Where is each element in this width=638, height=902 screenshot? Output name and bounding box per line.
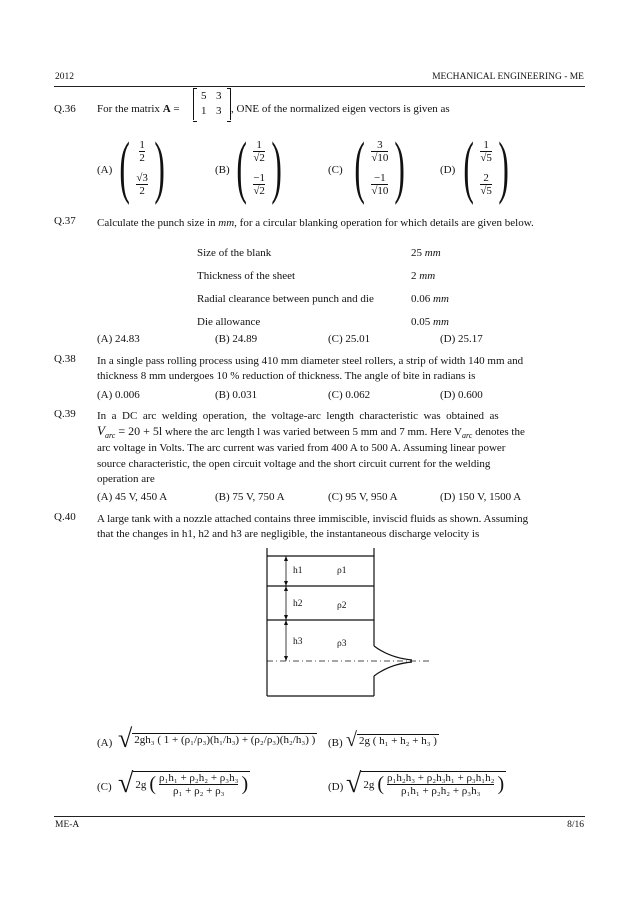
q40-line1: A large tank with a nozzle attached contains three immiscible, inviscid fluids as shown. Assuming <box>97 513 529 525</box>
q40-tank-diagram <box>262 546 442 702</box>
header-subject: MECHANICAL ENGINEERING - ME <box>432 72 584 82</box>
q38-option-c: (C) 0.062 <box>328 389 371 401</box>
footer-rule <box>54 816 585 817</box>
q38-option-a: (A) 0.006 <box>97 389 140 401</box>
q39-line3: arc voltage in Volts. The arc current was varied from 400 A to 500 A. Assuming linear power <box>97 442 506 454</box>
q40-line2: that the changes in h1, h2 and h3 are negligible, the instantaneous discharge velocity is <box>97 528 480 540</box>
q38-line2: thickness 8 mm undergoes 10 % reduction of thickness. The angle of bite in radians is <box>97 370 476 382</box>
q36-number: Q.36 <box>54 103 76 115</box>
q40-option-b-expr: √ 2g ( h₁ + h₂ + h₃ ) <box>346 729 437 751</box>
q39-option-b: (B) 75 V, 750 A <box>215 491 285 503</box>
q39-line1: In a DC arc welding operation, the voltage-arc length characteristic was obtained as <box>97 410 499 422</box>
q40-option-b-label: (B) <box>328 737 343 749</box>
header-year: 2012 <box>55 72 74 82</box>
q40-rho3-label: ρ3 <box>337 639 347 649</box>
table-row: Radial clearance between punch and die 0.06 mm <box>197 292 449 305</box>
q39-line2: $V_{arc} = 20 + 5l$ where the arc length l was varied between 5 mm and 7 mm. Here $V_{arc}$ denotes the <box>97 423 525 441</box>
q39-number: Q.39 <box>54 408 76 420</box>
q39-option-c: (C) 95 V, 950 A <box>328 491 398 503</box>
q40-option-a-label: (A) <box>97 737 113 749</box>
q38-option-d: (D) 0.600 <box>440 389 483 401</box>
footer-page: 8/16 <box>567 820 584 830</box>
q37-number: Q.37 <box>54 215 76 227</box>
q40-h3-label: h3 <box>293 637 303 647</box>
q36-matrix-name: A <box>162 103 171 115</box>
q40-option-c-label: (C) <box>97 781 112 793</box>
q40-number: Q.40 <box>54 511 76 523</box>
q39-option-a: (A) 45 V, 450 A <box>97 491 168 503</box>
q36-option-b-vector: ( $\frac{1}{√2}$ $\frac{-1}{√2}$ ) <box>236 129 282 206</box>
q38-line1: In a single pass rolling process using 410 mm diameter steel rollers, a strip of width 140 mm and <box>97 355 524 367</box>
q36-option-c-label: (C) <box>328 164 343 176</box>
q38-option-b: (B) 0.031 <box>215 389 258 401</box>
q39-line5: operation are <box>97 473 155 485</box>
q36-option-a-label: (A) <box>97 164 113 176</box>
footer-code: ME-A <box>55 820 80 830</box>
q37-option-d: (D) 25.17 <box>440 333 483 345</box>
q36-option-d-vector: ( $\frac{1}{√5}$ $\frac{2}{√5}$ ) <box>463 129 509 206</box>
q36-matrix: 5 3 1 3 <box>193 88 231 120</box>
q36-option-a-vector: ( $\frac{1}{2}$ $\frac{√3}{2}$ ) <box>119 129 165 206</box>
q38-number: Q.38 <box>54 353 76 365</box>
q37-option-b: (B) 24.89 <box>215 333 258 345</box>
q36-option-c-vector: ( $\frac{3}{√10}$ $\frac{-1}{√10}$ ) <box>354 129 406 206</box>
header-rule <box>54 86 585 87</box>
q40-option-c-expr: √ 2g ( $\frac{\text{ρ₁h₁ + ρ₂h₂ + ρ₃h₃}}{\text{ρ₁ + ρ₂ + ρ₃}}$ ) <box>118 768 249 799</box>
q40-rho1-label: ρ1 <box>337 566 347 576</box>
q39-option-d: (D) 150 V, 1500 A <box>440 491 522 503</box>
table-row: Die allowance 0.05 mm <box>197 315 449 328</box>
q37-option-a: (A) 24.83 <box>97 333 140 345</box>
q40-option-d-label: (D) <box>328 781 344 793</box>
q40-h2-label: h2 <box>293 599 303 609</box>
q36-option-b-label: (B) <box>215 164 230 176</box>
q37-text: Calculate the punch size in mm, for a circular blanking operation for which details are given below. <box>97 217 534 229</box>
q36-text: For the matrix A = <box>97 103 180 115</box>
q37-data-table <box>197 241 449 333</box>
q36-option-d-label: (D) <box>440 164 456 176</box>
table-row: Size of the blank 25 mm <box>197 246 441 259</box>
q40-option-a-expr: √ 2gh₃ ( 1 + (ρ₁/ρ₃)(h₁/h₃) + (ρ₂/ρ₃)(h₂/h₃) ) <box>118 724 316 753</box>
q40-h1-label: h1 <box>293 566 303 576</box>
table-row: Thickness of the sheet 2 mm <box>197 269 436 282</box>
q40-option-d-expr: √ 2g ( $\frac{\text{ρ₁h₂h₃ + ρ₂h₃h₁ + ρ₃h₁h₂}}{\text{ρ₁h₁ + ρ₂h₂ + ρ₃h₃}}$ ) <box>346 768 505 799</box>
q40-rho2-label: ρ2 <box>337 601 347 611</box>
q36-text-post: , ONE of the normalized eigen vectors is given as <box>231 103 450 115</box>
q37-option-c: (C) 25.01 <box>328 333 371 345</box>
q39-line4: source characteristic, the open circuit voltage and the short circuit current for the welding <box>97 458 491 470</box>
